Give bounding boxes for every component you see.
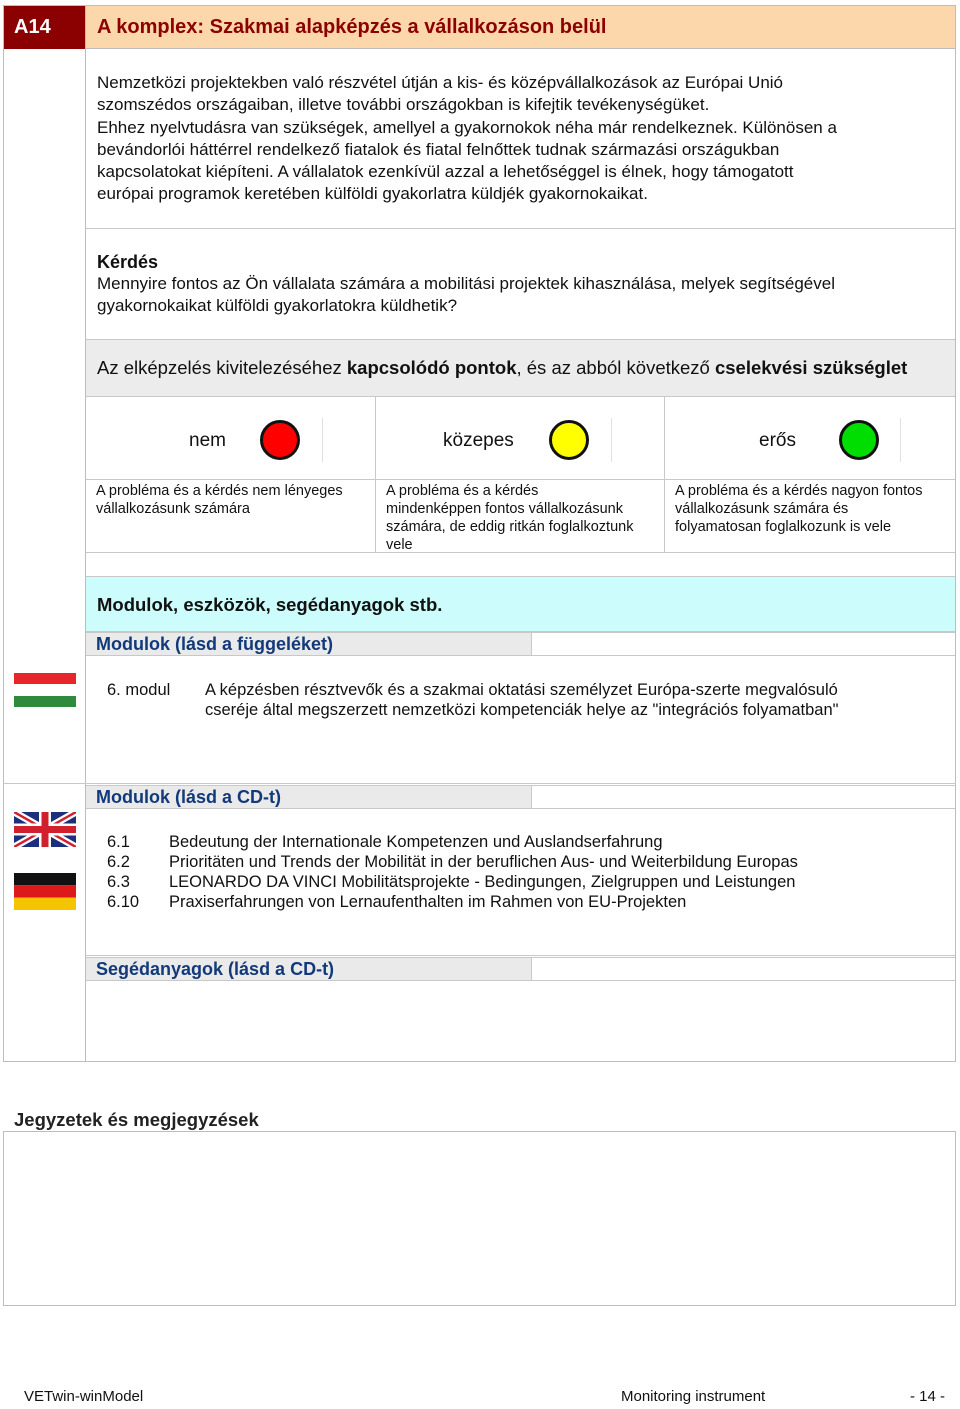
list-item <box>107 832 798 852</box>
intro-line: európai programok keretében külföldi gyakorlatra küldjék gyakornokaikat. <box>97 184 648 204</box>
notes-textarea[interactable] <box>3 1131 956 1306</box>
footer-center: Monitoring instrument <box>621 1388 766 1405</box>
modules-appendix-bar <box>86 632 955 656</box>
intro-line: Ehhez nyelvtudásra van szükségek, amellyel a gyakornokok néha már rendelkeznek. Különösen a <box>97 117 837 137</box>
description-line: folyamatosan foglalkozunk is vele <box>675 519 892 535</box>
yellow-light-icon[interactable] <box>549 420 589 460</box>
footer-left: VETwin-winModel <box>24 1388 144 1405</box>
list-item <box>107 872 798 892</box>
modules-cd-label: Modulok (lásd a CD-t) <box>86 786 532 808</box>
description-line: A probléma és a kérdés <box>386 483 539 499</box>
materials-label: Segédanyagok (lásd a CD-t) <box>86 958 532 980</box>
intro-line: szomszédos országaiban, illetve további országokban is kifejtik tevékenységüket. <box>97 95 710 115</box>
level-description-eros <box>675 482 922 536</box>
cd-module-title: Praxiserfahrungen von Lernaufenthalten im Rahmen von EU-Projekten <box>169 893 687 911</box>
divider <box>900 418 901 462</box>
page-number: - 14 - <box>910 1388 946 1405</box>
intro-paragraph <box>97 72 837 206</box>
divider <box>86 479 955 480</box>
divider <box>664 396 665 553</box>
description-line: vele <box>386 537 413 553</box>
cd-module-title: LEONARDO DA VINCI Mobilitätsprojekte - Bedingungen, Zielgruppen und Leistungen <box>169 873 796 891</box>
resources-heading: Modulok, eszközök, segédanyagok stb. <box>97 594 443 615</box>
assessment-scale <box>86 396 955 553</box>
divider <box>86 955 955 956</box>
divider <box>611 418 612 462</box>
question-text <box>97 273 835 318</box>
list-item <box>107 892 798 912</box>
description-line: vállalkozásunk számára és <box>675 501 849 517</box>
modules-cd-bar <box>86 785 955 809</box>
level-label-nem: nem <box>189 430 226 451</box>
question-line: Mennyire fontos az Ön vállalata számára a mobilitási projektek kihasználása, melyek segítségével <box>97 274 835 293</box>
hungarian-flag-icon <box>14 673 76 707</box>
list-item <box>107 852 798 872</box>
level-label-eros: erős <box>759 430 796 451</box>
module-line: A képzésben résztvevők és a szakmai oktatási személyzet Európa-szerte megvalósuló <box>205 681 838 699</box>
intro-line: bevándorlói háttérrel rendelkező fiatalok és fiatal felnőttek tudnak származási országukban <box>97 139 780 159</box>
cd-module-number: 6.2 <box>107 853 130 871</box>
description-line: vállalkozásunk számára <box>96 501 250 517</box>
cd-module-number: 6.1 <box>107 833 130 851</box>
cd-module-title: Bedeutung der Internationale Kompetenzen und Auslandserfahrung <box>169 833 663 851</box>
description-line: A probléma és a kérdés nem lényeges <box>96 483 343 499</box>
module-line: cseréje által megszerzett nemzetközi kompetenciák helye az "integrációs folyamatban" <box>205 701 839 719</box>
module-description <box>205 680 839 720</box>
divider <box>322 418 323 462</box>
red-light-icon[interactable] <box>260 420 300 460</box>
intro-line: kapcsolatokat kiépíteni. A vállalatok ezenkívül azzal a lehetőséggel is élnek, hogy támogatott <box>97 162 794 182</box>
question-title: Kérdés <box>97 252 159 272</box>
notes-title: Jegyzetek és megjegyzések <box>14 1109 259 1130</box>
modules-appendix-label: Modulok (lásd a függeléket) <box>86 633 532 655</box>
assessment-middle: , és az abból következő <box>516 357 715 378</box>
divider <box>3 783 956 784</box>
page-title: A komplex: Szakmai alapképzés a vállalkozáson belül <box>86 6 955 49</box>
item-code: A14 <box>4 6 85 49</box>
cd-module-title: Prioritäten und Trends der Mobilität in der beruflichen Aus- und Weiterbildung Europas <box>169 853 798 871</box>
description-line: mindenképpen fontos vállalkozásunk <box>386 501 623 517</box>
assessment-heading <box>97 357 907 379</box>
module-number: 6. modul <box>107 681 171 699</box>
question-line: gyakornokaikat külföldi gyakorlatokra küldhetik? <box>97 296 458 316</box>
green-light-icon[interactable] <box>839 420 879 460</box>
description-line: A probléma és a kérdés nagyon fontos <box>675 483 923 499</box>
cd-module-number: 6.10 <box>107 893 140 911</box>
level-label-kozepes: közepes <box>443 430 514 451</box>
german-flag-icon <box>14 873 76 910</box>
assessment-prefix: Az elképzelés kivitelezéséhez <box>97 357 347 378</box>
level-description-kozepes <box>386 482 633 554</box>
level-description-nem <box>96 482 343 518</box>
cd-module-list <box>107 832 798 912</box>
materials-bar <box>86 957 955 981</box>
description-line: számára, de eddig ritkán foglalkoztunk <box>386 519 634 535</box>
divider <box>375 396 376 553</box>
divider <box>86 228 955 229</box>
assessment-bold-2: cselekvési szükséglet <box>714 357 908 378</box>
cd-module-number: 6.3 <box>107 873 130 891</box>
intro-line: Nemzetközi projektekben való részvétel útján a kis- és középvállalkozások az Európai Unió <box>97 73 784 92</box>
uk-flag-icon <box>14 812 76 847</box>
assessment-bold-1: kapcsolódó pontok <box>346 357 517 378</box>
